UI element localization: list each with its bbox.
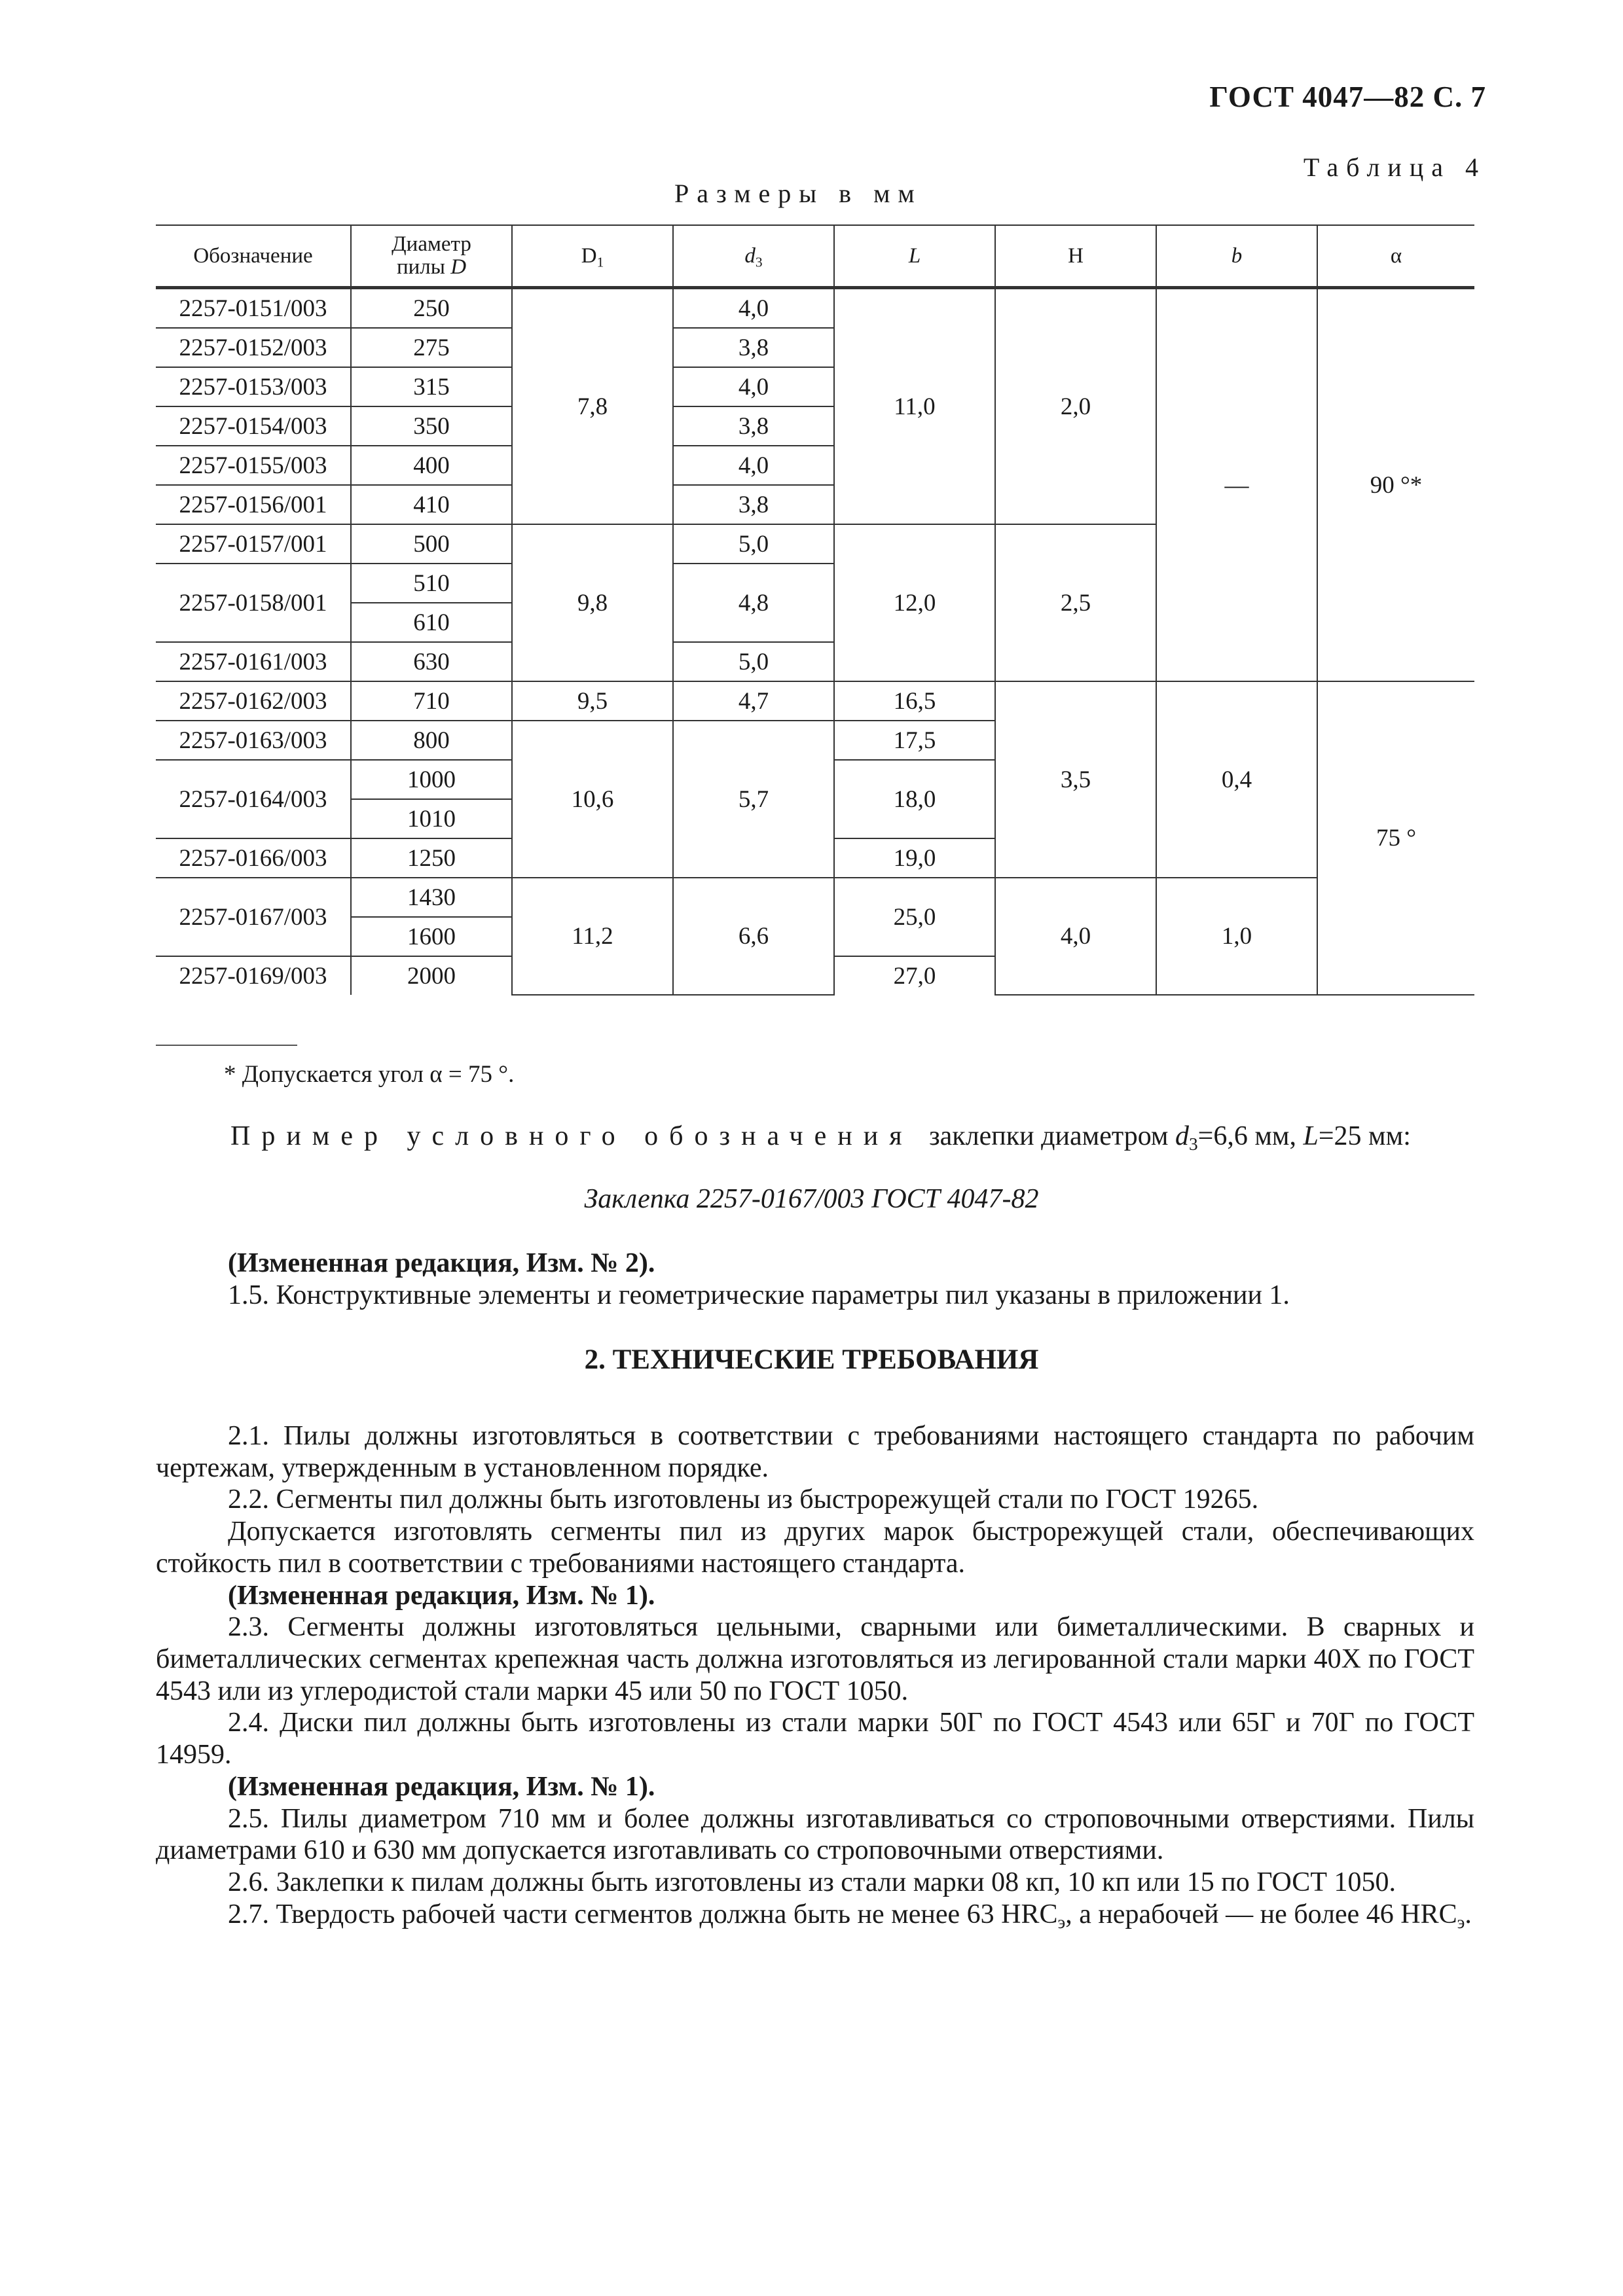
cell-l: 19,0 xyxy=(834,838,995,878)
cell-alpha: 75 ° xyxy=(1317,681,1474,995)
paragraph-2-2-note: Допускается изготовлять сегменты пил из других марок быстрорежущей стали, обеспечивающих стойкость пил в соответствии с требованиями настоящего стандарта. xyxy=(156,1516,1474,1579)
header-d1: $D_1$ xyxy=(512,225,673,288)
cell-saw-diameter: 610 xyxy=(351,603,512,642)
cell-d3: 5,7 xyxy=(673,721,834,878)
clause-1-5-block xyxy=(156,1247,1474,1311)
cell-designation: 2257-0158/001 xyxy=(156,564,351,642)
table-row xyxy=(156,681,1474,721)
cell-saw-diameter: 510 xyxy=(351,564,512,603)
edition-note: (Измененная редакция, Изм. № 2). xyxy=(228,1248,655,1278)
cell-l: 27,0 xyxy=(834,956,995,995)
cell-designation: 2257-0156/001 xyxy=(156,485,351,524)
cell-designation: 2257-0153/003 xyxy=(156,367,351,406)
cell-designation: 2257-0164/003 xyxy=(156,760,351,838)
edition-note: (Измененная редакция, Изм. № 1). xyxy=(228,1580,655,1611)
cell-d3: 5,0 xyxy=(673,524,834,564)
cell-h: 2,0 xyxy=(995,288,1156,525)
cell-saw-diameter: 1000 xyxy=(351,760,512,799)
cell-saw-diameter: 1250 xyxy=(351,838,512,878)
designation-example: Пример условного обозначения заклепки диаметром $d_3=6,6$ мм, L=25 мм: xyxy=(230,1121,1411,1155)
page-header: ГОСТ 4047—82 С. 7 xyxy=(1209,81,1486,113)
cell-saw-diameter: 630 xyxy=(351,642,512,681)
cell-l: 18,0 xyxy=(834,760,995,838)
cell-d3: 4,7 xyxy=(673,681,834,721)
paragraph-1-5: 1.5. Конструктивные элементы и геометрические параметры пил указаны в приложении 1. xyxy=(228,1280,1290,1310)
cell-designation: 2257-0163/003 xyxy=(156,721,351,760)
cell-alpha: 90 °* xyxy=(1317,288,1474,682)
cell-b: — xyxy=(1156,288,1317,682)
cell-d1: 11,2 xyxy=(512,878,673,995)
cell-d3: 4,8 xyxy=(673,564,834,642)
header-l: L xyxy=(834,225,995,288)
example-lead: Пример условного обозначения xyxy=(230,1121,913,1151)
cell-b: 1,0 xyxy=(1156,878,1317,995)
table-row xyxy=(156,288,1474,329)
cell-designation: 2257-0155/003 xyxy=(156,446,351,485)
table-footnote: * Допускается угол α = 75 °. xyxy=(224,1061,515,1088)
cell-h: 3,5 xyxy=(995,681,1156,878)
cell-l: 16,5 xyxy=(834,681,995,721)
cell-d1: 7,8 xyxy=(512,288,673,525)
header-saw-diameter: Диаметр пилы D xyxy=(351,225,512,288)
header-designation: Обозначение xyxy=(156,225,351,288)
cell-b: 0,4 xyxy=(1156,681,1317,878)
paragraph-2-5: 2.5. Пилы диаметром 710 мм и более должны изготавливаться со строповочными отверстиями. Пилы диаметрами 610 и 630 мм допускается изготавливать со строповочными отверстиями. xyxy=(156,1803,1474,1866)
section-title: 2. ТЕХНИЧЕСКИЕ ТРЕБОВАНИЯ xyxy=(584,1344,1039,1375)
cell-d3: 5,0 xyxy=(673,642,834,681)
header-h: H xyxy=(995,225,1156,288)
cell-designation: 2257-0151/003 xyxy=(156,288,351,329)
cell-l: 25,0 xyxy=(834,878,995,956)
section-2-body xyxy=(156,1420,1474,1931)
example-designation: Заклепка 2257-0167/003 ГОСТ 4047-82 xyxy=(584,1184,1039,1214)
table-caption: Размеры в мм xyxy=(674,179,922,208)
cell-d3: 4,0 xyxy=(673,288,834,329)
footnote-divider xyxy=(156,1045,297,1046)
cell-saw-diameter: 2000 xyxy=(351,956,512,995)
cell-saw-diameter: 1010 xyxy=(351,799,512,838)
cell-designation: 2257-0154/003 xyxy=(156,406,351,446)
cell-l: 11,0 xyxy=(834,288,995,525)
paragraph-2-1: 2.1. Пилы должны изготовляться в соответствии с требованиями настоящего стандарта по рабочим чертежам, утвержденным в установленном порядке. xyxy=(156,1421,1474,1483)
cell-designation: 2257-0166/003 xyxy=(156,838,351,878)
cell-d1: 9,5 xyxy=(512,681,673,721)
cell-saw-diameter: 410 xyxy=(351,485,512,524)
cell-saw-diameter: 400 xyxy=(351,446,512,485)
cell-saw-diameter: 800 xyxy=(351,721,512,760)
cell-saw-diameter: 315 xyxy=(351,367,512,406)
paragraph-2-7: 2.7. Твердость рабочей части сегментов должна быть не менее 63 $HRC_э$, а нерабочей — не более 46 $HRC_э$. xyxy=(228,1899,1472,1932)
cell-designation: 2257-0157/001 xyxy=(156,524,351,564)
paragraph-2-2: 2.2. Сегменты пил должны быть изготовлены из быстрорежущей стали по ГОСТ 19265. xyxy=(228,1484,1259,1515)
table-header-row xyxy=(156,225,1474,288)
cell-d3: 4,0 xyxy=(673,367,834,406)
cell-d3: 6,6 xyxy=(673,878,834,995)
paragraph-2-6: 2.6. Заклепки к пилам должны быть изготовлены из стали марки 08 кп, 10 кп или 15 по ГОСТ 1050. xyxy=(228,1867,1396,1898)
cell-h: 4,0 xyxy=(995,878,1156,995)
cell-saw-diameter: 710 xyxy=(351,681,512,721)
cell-saw-diameter: 350 xyxy=(351,406,512,446)
cell-designation: 2257-0162/003 xyxy=(156,681,351,721)
cell-l: 12,0 xyxy=(834,524,995,681)
cell-d1: 9,8 xyxy=(512,524,673,681)
table-label: Таблица 4 xyxy=(1303,152,1486,182)
cell-saw-diameter: 275 xyxy=(351,328,512,367)
cell-d3: 3,8 xyxy=(673,485,834,524)
header-alpha: α xyxy=(1317,225,1474,288)
table-row xyxy=(156,878,1474,917)
header-d3: $d_3$ xyxy=(673,225,834,288)
cell-d1: 10,6 xyxy=(512,721,673,878)
cell-saw-diameter: 1600 xyxy=(351,917,512,956)
edition-note: (Измененная редакция, Изм. № 1). xyxy=(228,1771,655,1802)
cell-d3: 3,8 xyxy=(673,406,834,446)
cell-designation: 2257-0161/003 xyxy=(156,642,351,681)
cell-l: 17,5 xyxy=(834,721,995,760)
cell-designation: 2257-0152/003 xyxy=(156,328,351,367)
cell-saw-diameter: 500 xyxy=(351,524,512,564)
cell-h: 2,5 xyxy=(995,524,1156,681)
paragraph-2-4: 2.4. Диски пил должны быть изготовлены из стали марки 50Г по ГОСТ 4543 или 65Г и 70Г по ГОСТ 14959. xyxy=(156,1708,1474,1770)
header-b: b xyxy=(1156,225,1317,288)
paragraph-2-3: 2.3. Сегменты должны изготовляться цельными, сварными или биметаллическими. В сварных и биметаллических сегментах крепежная часть должна изготовляться из легированной стали марки 40Х по ГОСТ 4543 или из углеродистой стали марки 45 или 50 по ГОСТ 1050. xyxy=(156,1612,1474,1706)
cell-saw-diameter: 250 xyxy=(351,288,512,329)
dimensions-table xyxy=(156,224,1474,996)
cell-d3: 4,0 xyxy=(673,446,834,485)
cell-designation: 2257-0167/003 xyxy=(156,878,351,956)
cell-saw-diameter: 1430 xyxy=(351,878,512,917)
cell-d3: 3,8 xyxy=(673,328,834,367)
cell-designation: 2257-0169/003 xyxy=(156,956,351,995)
